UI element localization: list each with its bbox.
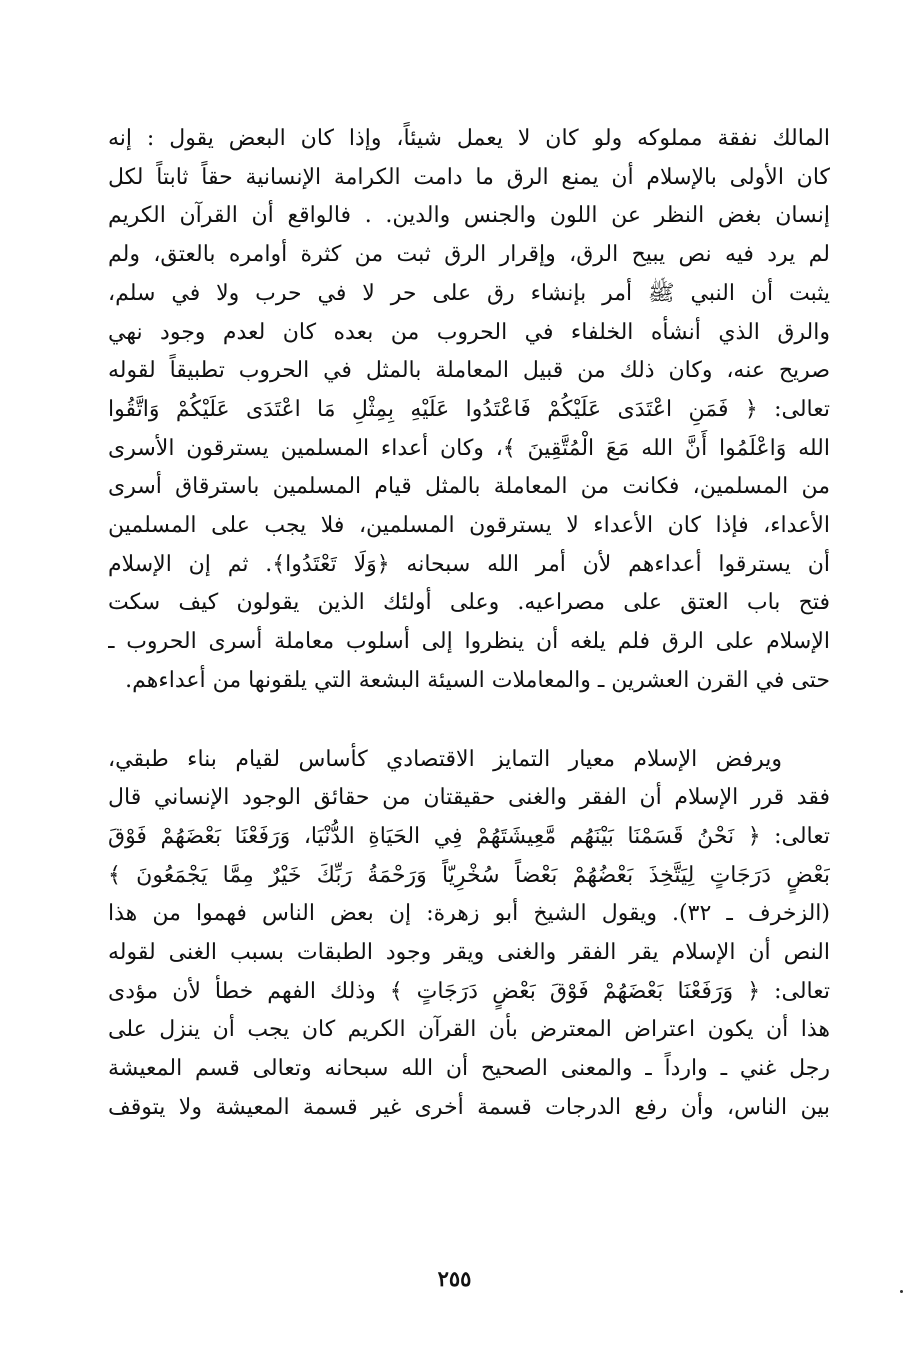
text-line: إنسان بغض النظر عن اللون والجنس والدين. . فالواقع أن القرآن الكريم [108,203,830,229]
scan-speck [900,1290,903,1293]
text-line: يثبت أن النبي ﷺ أمر بإنشاء رق على حر لا في حرب ولا في سلم، [108,280,830,306]
text-line: لم يرد فيه نص يبيح الرق، وإقرار الرق ثبت من كثرة أوامره بالعتق، ولم [108,242,830,268]
text-line: بين الناس، وأن رفع الدرجات قسمة أخرى غير قسمة المعيشة ولا يتوقف [108,1094,830,1120]
quran-verse-line: تعالى: ﴿ وَرَفَعْنَا بَعْضَهُمْ فَوْقَ بَعْضٍ دَرَجَاتٍ ﴾ وذلك الفهم خطأ لأن مؤدى [108,978,830,1004]
text-line: ويرفض الإسلام معيار التمايز الاقتصادي كأساس لقيام بناء طبقي، [108,746,782,772]
text-line: (الزخرف ـ ٣٢). ويقول الشيخ أبو زهرة: إن بعض الناس فهموا من هذا [108,901,830,927]
text-line: هذا أن يكون اعتراض المعترض بأن القرآن الكريم كان يجب أن ينزل على [108,1017,830,1043]
text-line: من المسلمين، فكانت من المعاملة بالمثل قيام المسلمين باسترقاق أسرى [108,474,830,500]
quran-verse-line: تعالى: ﴿ نَحْنُ قَسَمْنَا بَيْنَهُم مَّعِيشَتَهُمْ فِي الحَيَاةِ الدُّنْيَا، وَرَفَعْنَا بَعْضَهُمْ فَوْقَ [108,823,830,849]
text-line: المالك نفقة مملوكه ولو كان لا يعمل شيئاً، وإذا كان البعض يقول : إنه [108,126,830,151]
text-line: كان الأولى بالإسلام أن يمنع الرق ما دامت الكرامة الإنسانية حقاً ثابتاً لكل [108,164,830,190]
text-line: صريح عنه، وكان ذلك من قبيل المعاملة بالمثل في الحروب تطبيقاً لقوله [108,358,830,384]
text-line: رجل غني ـ وارداً ـ والمعنى الصحيح أن الله سبحانه وتعالى قسم المعيشة [108,1056,830,1082]
paragraph-slavery [108,120,830,701]
text-line: فقد قرر الإسلام أن الفقر والغنى حقيقتان من حقائق الوجود الإنساني قال [108,785,830,811]
quran-verse-line: بَعْضٍ دَرَجَاتٍ لِيَتَّخِذَ بَعْضُهُمْ بَعْضاً سُخْرِيّاً وَرَحْمَةُ رَبِّكَ خَيْرٌ مِمَّا يَجْمَعُونَ ﴾ [108,862,830,888]
text-line: النص أن الإسلام يقر الفقر والغنى ويقر وجود الطبقات بسبب الغنى لقوله [108,940,830,966]
quran-verse-line: أن يسترقوا أعداءهم لأن أمر الله سبحانه ﴿وَلَا تَعْتَدُوا﴾. ثم إن الإسلام [108,551,830,577]
text-line: الأعداء، فإذا كان الأعداء لا يسترقون المسلمين، فلا يجب على المسلمين [108,513,830,539]
paragraph-economic [108,741,830,1128]
quran-verse-line: تعالى: ﴿ فَمَنِ اعْتَدَى عَلَيْكُمْ فَاعْتَدُوا عَلَيْهِ بِمِثْلِ مَا اعْتَدَى عَلَيْكُمْ وَاتَّقُوا [108,396,830,422]
quran-verse-line: الله وَاعْلَمُوا أَنَّ الله مَعَ الْمُتَّقِينَ ﴾، وكان أعداء المسلمين يسترقون الأسرى [108,435,830,461]
text-line: حتى في القرن العشرين ـ والمعاملات السيئة البشعة التي يلقونها من أعداءهم. [125,667,830,693]
page-number: ٢٥٥ [437,1266,472,1291]
paragraph-separator [108,701,830,741]
page-body [108,120,830,1128]
text-line: الإسلام على الرق فلم يلغه أن ينظروا إلى أسلوب معاملة أسرى الحروب ـ [108,629,830,655]
text-line: والرق الذي أنشأه الخلفاء في الحروب من بعده كان لعدم وجود نهي [108,319,830,345]
text-line: فتح باب العتق على مصراعيه. وعلى أولئك الذين يقولون كيف سكت [108,590,830,616]
